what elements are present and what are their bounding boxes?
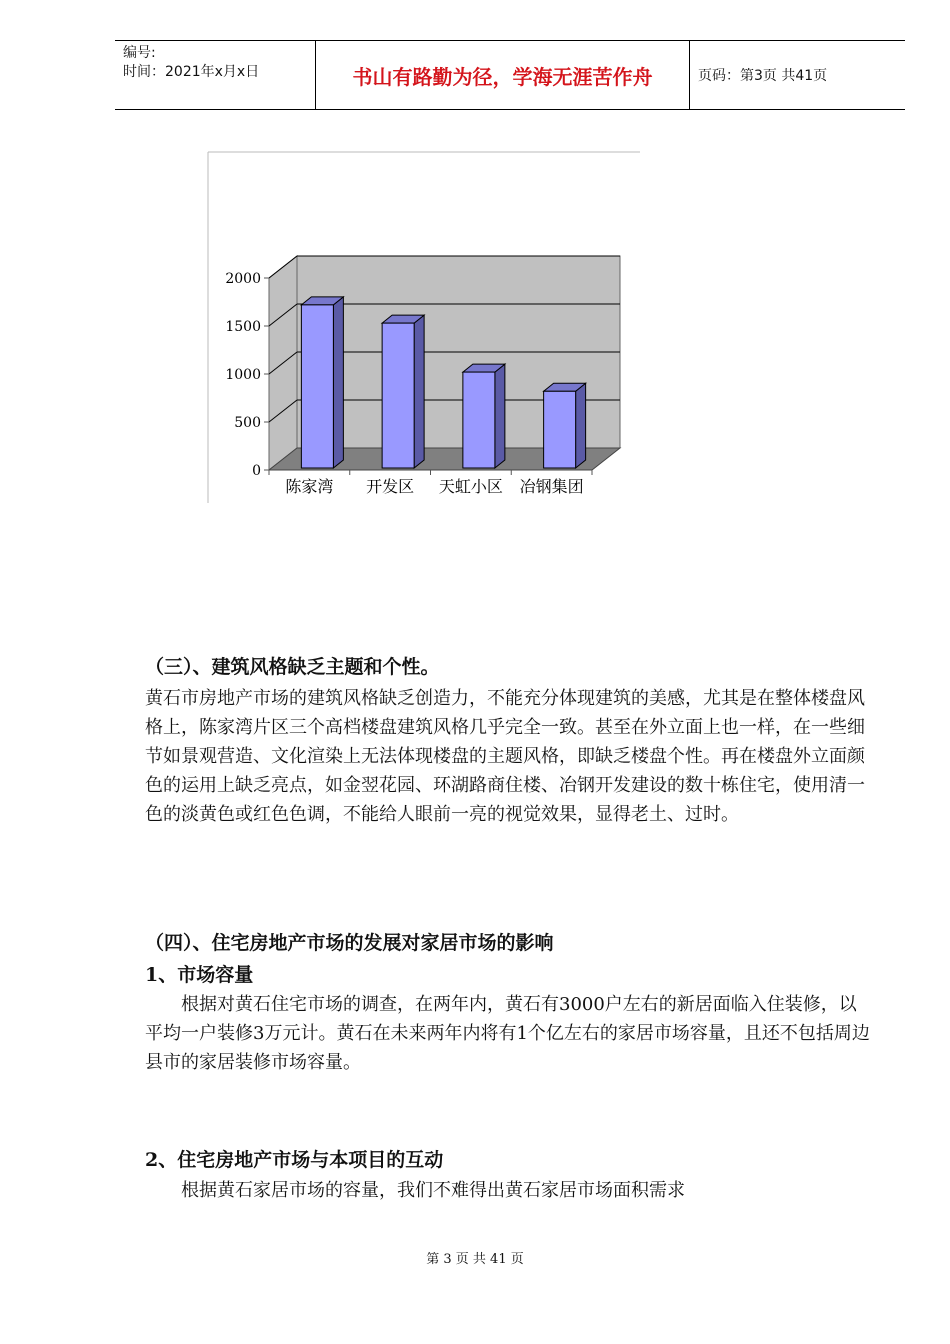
header-number-label: 编号: xyxy=(123,45,156,61)
section-4-2-paragraph: 根据黄石家居市场的容量，我们不难得出黄石家居市场面积需求 xyxy=(181,1180,685,1201)
section-4-2-title: 2、住宅房地产市场与本项目的互动 xyxy=(145,1149,444,1171)
chart-bar xyxy=(463,372,495,468)
chart-x-tick-label: 冶钢集团 xyxy=(519,477,584,496)
chart-bar-side xyxy=(414,315,424,468)
section-4-1-title: 1、市场容量 xyxy=(145,964,254,986)
chart-x-ticks xyxy=(269,470,592,496)
chart-y-tick-label: 0 xyxy=(252,463,261,479)
header-motto: 书山有路勤为径，学海无涯苦作舟 xyxy=(315,41,690,109)
chart-bar-side xyxy=(576,383,586,468)
section-4-1-paragraph: 根据对黄石住宅市场的调查，在两年内，黄石有3000户左右的新居面临入住装修，以平均一户装修3万元计。黄石在未来两年内将有1个亿左右的家居市场容量，且还不包括周边县市的家居装修市场容量。 xyxy=(145,994,870,1073)
chart-bar-side xyxy=(495,364,505,468)
header-time-label: 时间：2021年x月x日 xyxy=(123,64,260,80)
section-3-title: （三）、建筑风格缺乏主题和个性。 xyxy=(145,656,440,678)
header-meta xyxy=(115,41,323,112)
chart-y-tick-label: 500 xyxy=(234,415,261,431)
section-3-paragraph: 黄石市房地产市场的建筑风格缺乏创造力，不能充分体现建筑的美感，尤其是在整体楼盘风格上，陈家湾片区三个高档楼盘建筑风格几乎完全一致。甚至在外立面上也一样，在一些细节如景观营造、文化渲染上无法体现楼盘的主题风格，即缺乏楼盘个性。再在楼盘外立面颜色的运用上缺乏亮点，如金翌花园、环湖路商住楼、冶钢开发建设的数十栋住宅，使用清一色的淡黄色或红色色调，不能给人眼前一亮的视觉效果，显得老土、过时。 xyxy=(145,688,865,825)
chart-bar xyxy=(382,323,414,468)
chart-y-tick-label: 1000 xyxy=(225,367,261,383)
bar-chart xyxy=(195,145,645,510)
chart-x-tick-label: 天虹小区 xyxy=(438,477,503,496)
chart-y-tick-label: 1500 xyxy=(225,319,261,335)
chart-x-tick-label: 开发区 xyxy=(366,477,415,496)
chart-bar xyxy=(301,305,333,468)
chart-y-ticks xyxy=(225,271,269,479)
header-page-info: 页码：第3页 共41页 xyxy=(698,68,828,84)
page-footer: 第 3 页 共 41 页 xyxy=(426,1252,524,1267)
chart-x-tick-label: 陈家湾 xyxy=(285,477,334,496)
page-header xyxy=(115,40,905,110)
chart-bar xyxy=(544,391,576,468)
chart-y-tick-label: 2000 xyxy=(225,271,261,287)
chart-bar-side xyxy=(333,297,343,468)
section-4-title: （四）、住宅房地产市场的发展对家居市场的影响 xyxy=(145,932,554,954)
